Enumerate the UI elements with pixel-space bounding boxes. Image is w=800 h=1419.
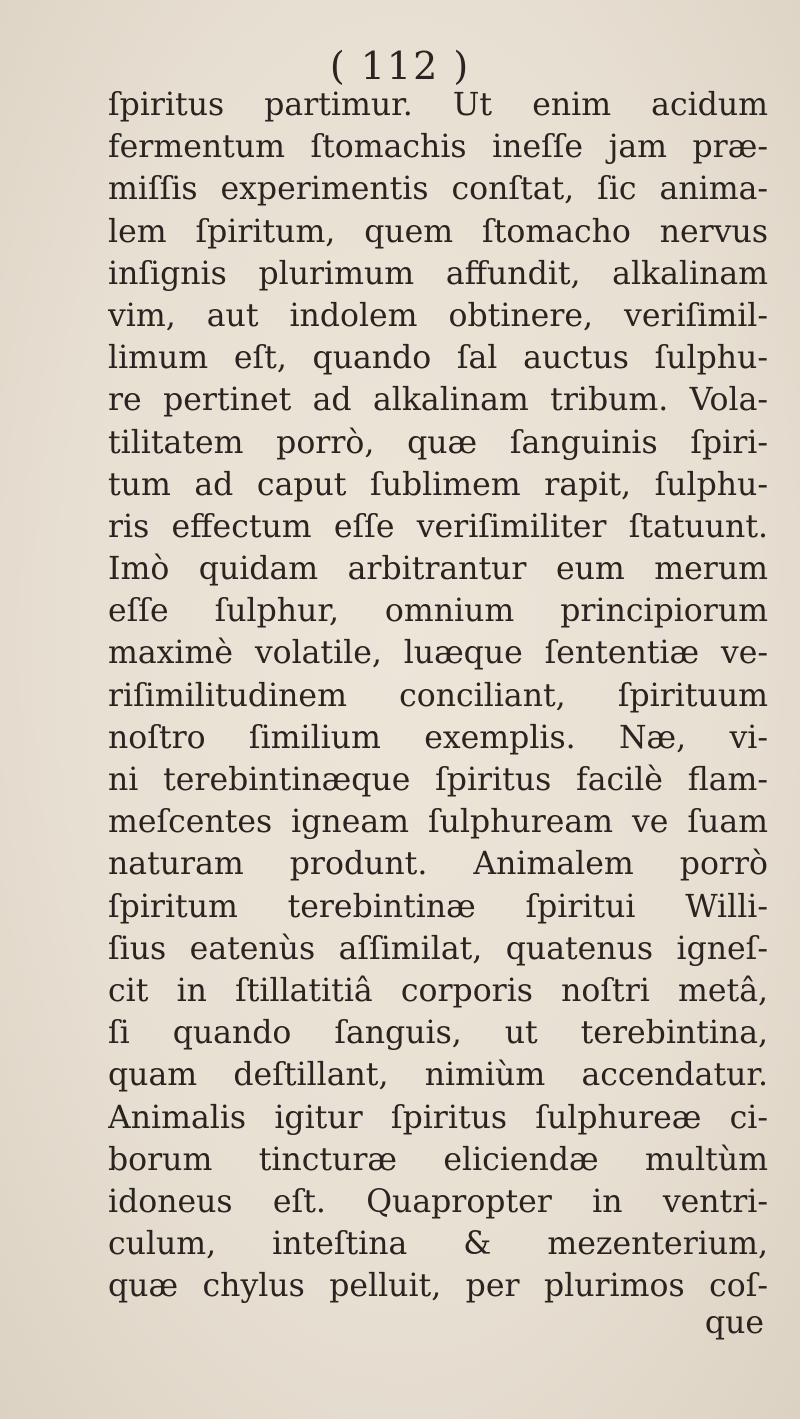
text-line: vim, aut indolem obtinere, veriſimil- <box>108 297 768 334</box>
text-line: cit in ſtillatitiâ corporis noſtri metâ, <box>108 972 768 1009</box>
text-line: miſſis experimentis conſtat, ſic anima- <box>108 171 768 208</box>
catchword: que <box>704 1305 764 1341</box>
text-line: Imò quidam arbitrantur eum merum <box>108 551 768 588</box>
page-number: ( 112 ) <box>329 44 471 88</box>
text-line: riſimilitudinem conciliant, ſpirituum <box>108 677 768 714</box>
text-line: ſpiritum terebintinæ ſpiritui Willi- <box>108 888 768 925</box>
text-line: fermentum ſtomachis ineſſe jam præ- <box>108 129 768 166</box>
text-line: noſtro ſimilium exemplis. Næ, vi- <box>108 719 768 756</box>
text-line: ſius eatenùs aſſimilat, quatenus igneſ- <box>108 930 768 967</box>
text-line: culum, inteſtina & mezenterium, <box>108 1226 768 1263</box>
text-line: Animalis igitur ſpiritus ſulphureæ ci- <box>108 1099 768 1136</box>
text-line: lem ſpiritum, quem ſtomacho nervus <box>108 213 768 250</box>
text-line: maximè volatile, luæque ſententiæ ve- <box>108 635 768 672</box>
text-line: re pertinet ad alkalinam tribum. Vola- <box>108 382 768 419</box>
text-line: naturam produnt. Animalem porrò <box>108 846 768 883</box>
text-line: eſſe ſulphur, omnium principiorum <box>108 593 768 630</box>
text-line: inſignis plurimum affundit, alkalinam <box>108 255 768 292</box>
text-line: ni terebintinæque ſpiritus facilè flam- <box>108 762 768 798</box>
text-line: ſpiritus partimur. Ut enim acidum <box>108 87 768 123</box>
text-line: idoneus eſt. Quapropter in ventri- <box>108 1183 768 1220</box>
text-line: tum ad caput ſublimem rapit, ſulphu- <box>108 466 768 503</box>
text-line: quam deſtillant, nimiùm accendatur. <box>108 1057 768 1094</box>
body-text <box>108 84 768 1307</box>
text-line: tilitatem porrò, quæ ſanguinis ſpiri- <box>108 424 768 461</box>
text-line: ris effectum eſſe veriſimiliter ſtatuunt. <box>108 508 768 545</box>
text-line: quæ chylus pelluit, per plurimos coſ- <box>108 1268 768 1305</box>
text-line: meſcentes igneam ſulphuream ve ſuam <box>108 804 768 841</box>
text-line: borum tincturæ eliciendæ multùm <box>108 1141 768 1178</box>
text-line: limum eſt, quando ſal auctus ſulphu- <box>108 340 768 377</box>
text-line: ſi quando ſanguis, ut terebintina, <box>108 1015 768 1052</box>
